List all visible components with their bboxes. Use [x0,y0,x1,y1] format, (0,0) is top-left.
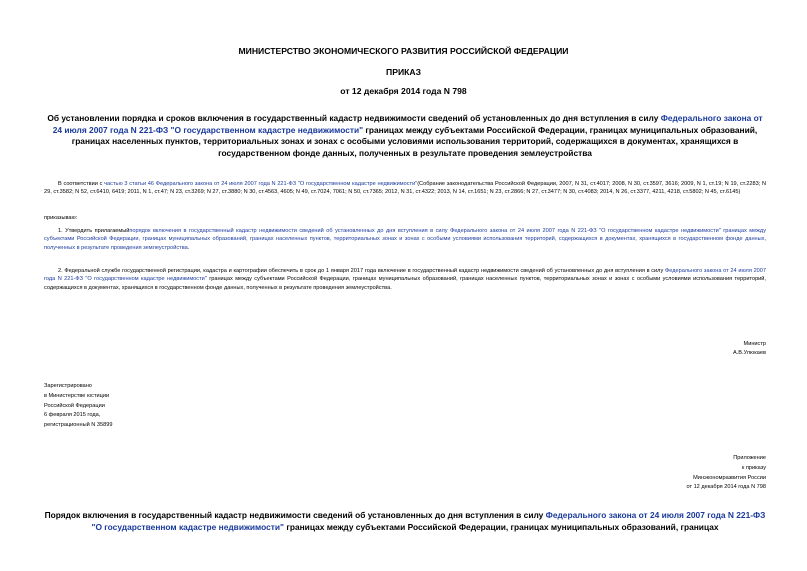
procedure-title-text-2: границах между субъектами Российской Федерации, границах муниципальных образований, границах [284,521,719,532]
item-1-text-1: 1. Утвердить прилагаемый [58,228,130,234]
registration-line: в Министерстве юстиции [44,392,110,399]
doc-date-number: от 12 декабря 2014 года N 798 [340,86,467,96]
preamble-text-2: (Собрание законодательства Российской Федерации, 2007, N 31, ст.4017; 2008, N 30, ст.3597, 3616; 2009, N 1, ст.19; N 19, ст.2283; N 29, ст.3582; N 52, ст.6410, 6419; 2011, N 1, ст.47; N 23, ст.3269; N 27, ст.3880; N 30, ст.4563, 4605; N 49, ст.7024, 7061; N 50, ст.7365; 2012, N 31, ст.4322; 2013, N 14, ст.1651; N 23, ст.2866; N 27, ст.3477; N 30, ст.4083; 2014, N 26, ст.3377, 4211, 4218, ст.5802; N 45, ст.6145) [44,181,767,196]
ministry-heading: МИНИСТЕРСТВО ЭКОНОМИЧЕСКОГО РАЗВИТИЯ РОССИЙСКОЙ ФЕДЕРАЦИИ [238,46,569,56]
appendix-line: к приказу [741,464,766,471]
title-text-1: Об установлении порядка и сроков включения в государственный кадастр недвижимости сведений об установленных до дня вступления в силу [47,113,661,123]
procedure-title [44,510,766,533]
registration-line: регистрационный N 35899 [44,422,113,429]
signature-block [733,340,766,358]
document-title [44,113,766,159]
registration-line: 6 февраля 2015 года, [44,412,101,419]
item-2-paragraph [44,267,766,292]
signer-name: А.В.Улюкаев [733,350,766,356]
appendix-block [686,454,766,493]
item-1-text-2: . [187,244,190,251]
title-text-2: границах между субъектами Российской Федерации, границах муниципальных образований, границах населенных пунктов, территориальных зонах и зонах с особыми условиями использования территорий, содержащихся в документах, хранящихся в государственном фонде данных, полученных в результате проведения землеустройства [71,124,758,158]
signer-position: Министр [743,341,766,347]
registration-line: Зарегистрировано [44,383,92,389]
item-2-text-1: 2. Федеральной службе государственной регистрации, кадастра и картографии обеспечить в срок до 1 января 2017 года включение в государственный кадастр недвижимости сведений об установленных до дня вступления в силу [58,268,665,274]
item-2-text-2: границах между субъектами Российской Федерации, границах муниципальных образований, границах населенных пунктов, территориальных зонах и зонах с особыми условиями использования территорий, содержащихся в документах, хранящихся в государственном фонде данных, полученных в результате проведения землеустройства. [44,276,766,291]
registration-line: Российской Федерации [44,402,105,409]
procedure-title-law-link[interactable]: Федерального закона от 24 июля 2007 года N 221-ФЗ "О государственном кадастре недвижимости" [91,510,766,532]
doc-type-heading: ПРИКАЗ [386,67,421,77]
preamble-text-1: В соответствии с [58,181,105,187]
item-2-law-link[interactable]: Федерального закона от 24 июля 2007 года N 221-ФЗ "О государственном кадастре недвижимости" [44,268,767,283]
appendix-line: Приложение [733,455,766,461]
item-1-procedure-link[interactable]: порядок включения в государственный кадастр недвижимости сведений об установленных до дня вступления в силу Федерального закона от 24 июля 2007 года N 221-ФЗ "О государственном кадастре недвижимости" границах между субъектами Российской Федерации, границах муниципальных образований, границах населенных пунктов, территориальных зонах и зонах с особыми условиями использования территорий, содержащихся в документах, хранящихся в государственном фонде данных, полученных в результате проведения землеустройства [44,228,766,251]
procedure-title-text-1: Порядок включения в государственный кадастр недвижимости сведений об установленных до дня вступления в силу [44,510,546,520]
registration-block [44,382,112,431]
ordered-word: приказываю: [44,215,78,221]
item-1-paragraph [44,227,766,252]
title-law-link[interactable]: Федерального закона от 24 июля 2007 года N 221-ФЗ "О государственном кадастре недвижимости" [52,113,763,135]
appendix-line: от 12 декабря 2014 года N 798 [686,484,766,491]
preamble-paragraph [44,180,766,197]
preamble-law-link[interactable]: частью 3 статьи 46 Федерального закона от 24 июля 2007 года N 221-ФЗ "О государственном кадастре недвижимости" [104,181,418,187]
appendix-line: Минэкономразвития России [693,474,766,481]
